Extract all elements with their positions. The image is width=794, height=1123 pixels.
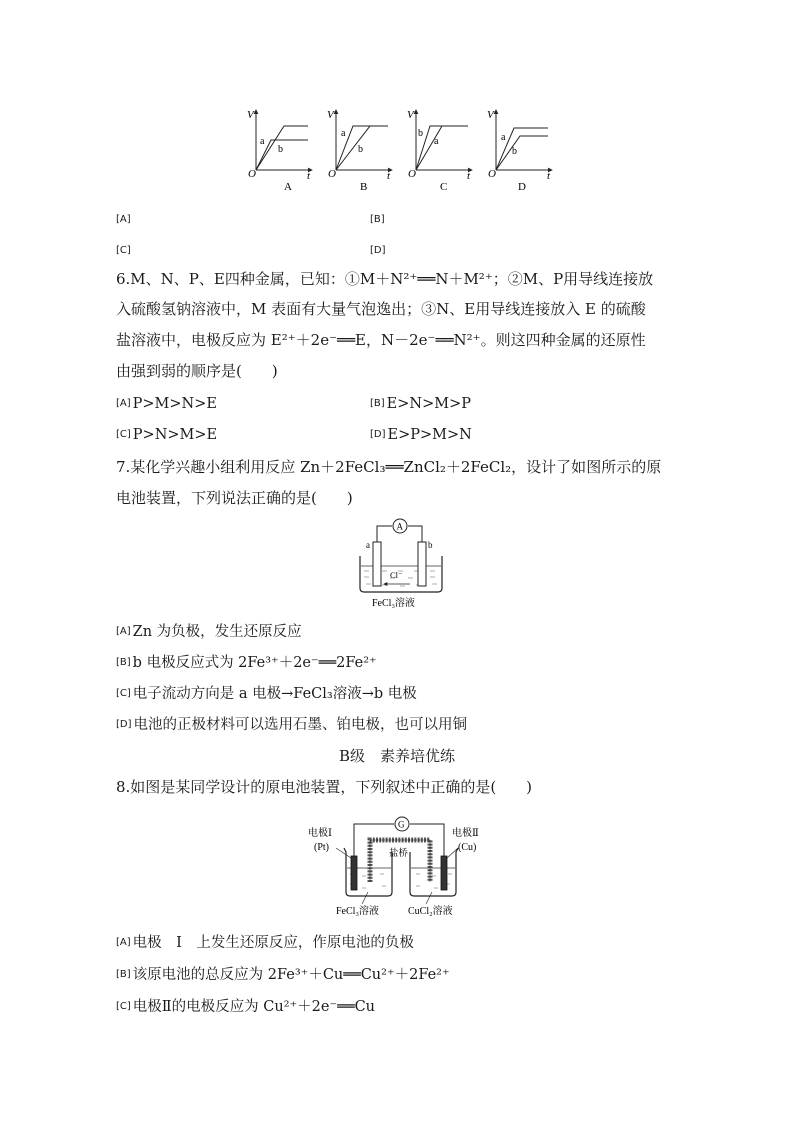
q7-option-a[interactable]: [A] Zn 为负极，发生还原反应: [116, 624, 302, 640]
q6-option-c[interactable]: [C] P>N>M>E: [116, 427, 218, 443]
svg-text:盐桥: 盐桥: [389, 849, 409, 859]
electrode-cu: [441, 856, 447, 890]
graph-d: [487, 109, 552, 193]
rate-graphs-figure: [240, 104, 560, 194]
q8-option-a[interactable]: [A] 电极 Ⅰ 上发生还原反应，作原电池的负极: [116, 935, 414, 951]
svg-text:a: a: [434, 136, 439, 147]
svg-text:b: b: [418, 128, 423, 139]
graph-label: C: [440, 181, 448, 193]
q6-stem-line: 入硫酸氢钠溶液中，M 表面有大量气泡逸出；③N、E用导线连接放入 E 的硫酸: [116, 300, 646, 318]
svg-text:a: a: [260, 136, 265, 147]
svg-text:a: a: [341, 128, 346, 139]
svg-text:A: A: [396, 521, 403, 532]
q7-option-b[interactable]: [B] b 电极反应式为 2Fe³⁺＋2e⁻══2Fe²⁺: [116, 655, 377, 671]
q8-option-c[interactable]: [C] 电极Ⅱ的电极反应为 Cu²⁺＋2e⁻══Cu: [116, 999, 376, 1015]
q5-option-a[interactable]: [A]: [116, 214, 131, 225]
svg-text:(Cu): (Cu): [458, 842, 477, 853]
q7-option-c[interactable]: [C] 电子流动方向是 a 电极→FeCl₃溶液→b 电极: [116, 686, 417, 702]
svg-text:电极Ⅱ: 电极Ⅱ: [452, 828, 479, 839]
graph-label: B: [360, 181, 368, 193]
q6-stem-line: 6.M、N、P、E四种金属，已知：①M＋N²⁺══N＋M²⁺；②M、P用导线连接放: [116, 270, 654, 288]
svg-text:t: t: [547, 170, 551, 182]
svg-text:t: t: [387, 170, 391, 182]
svg-text:G: G: [398, 819, 405, 830]
svg-text:FeCl₃溶液: FeCl₃溶液: [336, 906, 379, 917]
q5-option-d[interactable]: [D]: [370, 245, 386, 256]
svg-text:t: t: [467, 170, 471, 182]
electrode-b: [418, 542, 426, 586]
svg-text:a: a: [501, 132, 506, 143]
svg-text:V: V: [407, 109, 414, 121]
q8-stem-line: 8.如图是某同学设计的原电池装置，下列叙述中正确的是( ): [116, 778, 533, 796]
svg-text:V: V: [247, 109, 254, 121]
svg-text:V: V: [327, 109, 334, 121]
graph-label: D: [518, 181, 526, 193]
q7-stem-line: 电池装置，下列说法正确的是( ): [116, 489, 353, 507]
q5-option-c[interactable]: [C]: [116, 245, 131, 256]
electrode-pt: [351, 856, 357, 890]
q7-stem-line: 7.某化学兴趣小组利用反应 Zn＋2FeCl₃══ZnCl₂＋2FeCl₂，设计了如图所示的原: [116, 458, 662, 476]
q6-stem-line: 由强到弱的顺序是( ): [116, 362, 278, 380]
q6-option-a[interactable]: [A] P>M>N>E: [116, 396, 217, 412]
svg-text:Cl⁻: Cl⁻: [390, 570, 403, 580]
graph-b: [327, 109, 392, 193]
section-heading: B级 素养培优练: [338, 747, 456, 765]
svg-text:t: t: [307, 170, 311, 182]
q7-option-d[interactable]: [D] 电池的正极材料可以选用石墨、铂电极，也可以用铜: [116, 717, 468, 733]
svg-text:电极Ⅰ: 电极Ⅰ: [308, 828, 332, 839]
graph-c: [407, 109, 472, 193]
svg-text:O: O: [408, 168, 416, 180]
galvanic-cell-figure: [352, 516, 452, 610]
q6-option-b[interactable]: [B] E>N>M>P: [370, 396, 471, 412]
svg-text:O: O: [488, 168, 496, 180]
electrode-a: [373, 542, 381, 586]
svg-text:b: b: [512, 146, 517, 157]
q8-option-b[interactable]: [B] 该原电池的总反应为 2Fe³⁺＋Cu══Cu²⁺＋2Fe²⁺: [116, 967, 450, 983]
svg-text:b: b: [428, 540, 433, 550]
svg-text:b: b: [278, 144, 283, 155]
svg-text:O: O: [248, 168, 256, 180]
svg-text:V: V: [487, 109, 494, 121]
svg-text:b: b: [358, 144, 363, 155]
svg-text:FeCl₃溶液: FeCl₃溶液: [372, 598, 415, 609]
salt-bridge-cell-figure: [306, 812, 506, 920]
q6-stem-line: 盐溶液中，电极反应为 E²⁺＋2e⁻══E，N－2e⁻══N²⁺。则这四种金属的还原性: [116, 331, 646, 349]
svg-text:a: a: [366, 540, 370, 550]
graph-a: [247, 109, 312, 193]
svg-text:O: O: [328, 168, 336, 180]
svg-text:CuCl₂溶液: CuCl₂溶液: [408, 906, 453, 917]
q5-option-b[interactable]: [B]: [370, 214, 385, 225]
graph-label: A: [284, 181, 292, 193]
q6-option-d[interactable]: [D] E>P>M>N: [370, 427, 472, 443]
svg-text:(Pt): (Pt): [314, 842, 329, 853]
